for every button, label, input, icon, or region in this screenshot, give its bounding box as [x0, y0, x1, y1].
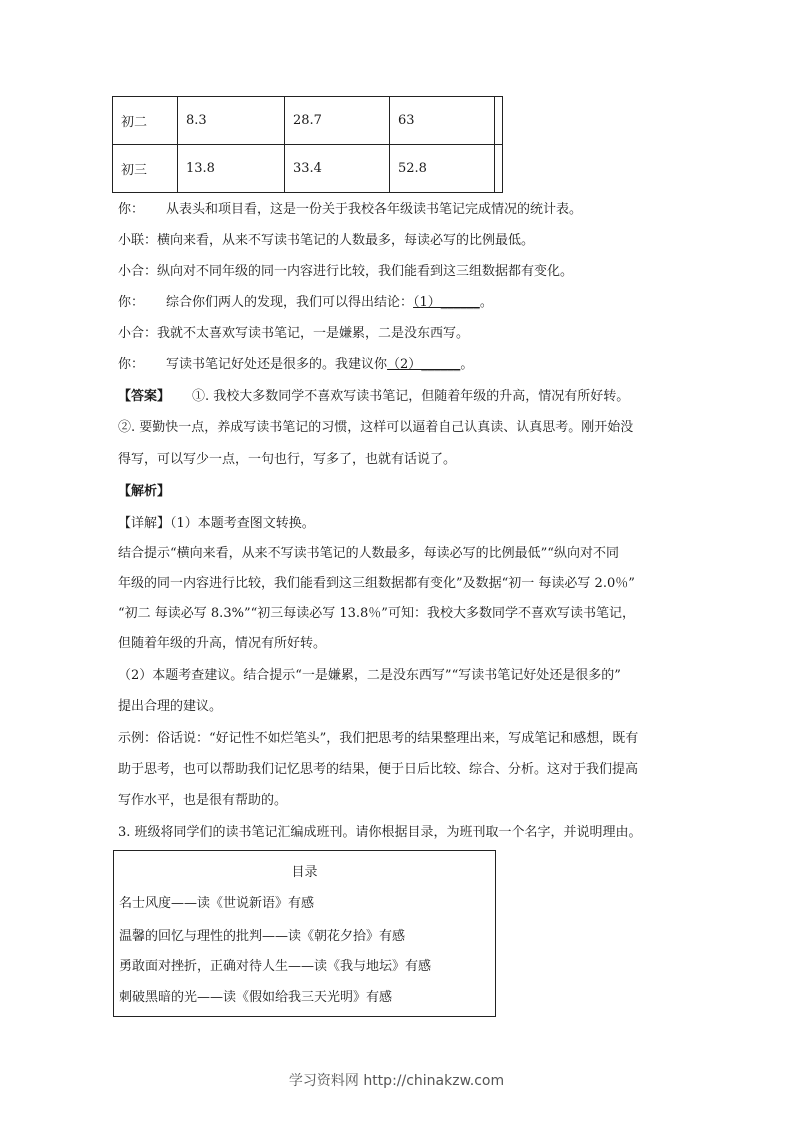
answer-line	[118, 387, 629, 407]
toc-item: 名士风度——读《世说新语》有感	[119, 896, 315, 911]
table-cell: 33.4	[285, 145, 390, 193]
table-cell: 52.8	[390, 145, 495, 193]
punctuation: 。	[479, 295, 493, 310]
footer-watermark: 学习资料网 http://chinakzw.com	[288, 1073, 505, 1089]
speaker: 你：	[118, 202, 145, 217]
analysis-line: 结合提示“横向来看，从来不写读书笔记的人数最多，每读必写的比例最低”“纵向对不同	[118, 546, 619, 561]
speaker: 小合：	[118, 326, 158, 341]
dialogue-line	[118, 293, 493, 313]
table-row	[113, 97, 503, 145]
punctuation: 。	[460, 357, 474, 372]
dialogue-text: 我就不太喜欢写读书笔记，一是嫌累，二是没东西写。	[157, 326, 470, 341]
dialogue-text: 纵向对不同年级的同一内容进行比较，我们能看到这三组数据都有变化。	[157, 264, 574, 279]
dialogue-line	[118, 262, 573, 282]
answer-label: 【答案】	[118, 389, 171, 404]
analysis-line: 写作水平，也是很有帮助的。	[118, 793, 288, 808]
speaker: 你：	[118, 357, 145, 372]
analysis-line: “初二 每读必写 8.3%”“初三每读必写 13.8％”可知：我校大多数同学不喜欢写读书笔记，	[118, 606, 635, 621]
table-cell	[495, 97, 503, 145]
answer-line: ②. 要勤快一点，养成写读书笔记的习惯，这样可以逼着自己认真读、认真思考。刚开始没	[118, 420, 634, 435]
toc-title: 目录	[291, 865, 318, 880]
answer-text: ①. 我校大多数同学不喜欢写读书笔记，但随着年级的升高，情况有所好转。	[192, 389, 630, 404]
table-cell: 13.8	[178, 145, 285, 193]
dialogue-line	[118, 200, 582, 220]
analysis-line: 助于思考，也可以帮助我们记忆思考的结果，便于日后比较、综合、分析。这对于我们提高	[118, 762, 639, 777]
answer-blank-1: （1）______	[413, 295, 480, 310]
analysis-line: 提出合理的建议。	[118, 699, 223, 714]
statistics-table	[112, 96, 503, 193]
speaker: 小合：	[118, 264, 158, 279]
dialogue-text: 写读书笔记好处还是很多的。我建议你	[166, 357, 388, 372]
table-cell	[495, 145, 503, 193]
analysis-line: 年级的同一内容进行比较，我们能看到这三组数据都有变化”及数据“初一 每读必写 2.0％”	[118, 576, 635, 591]
toc-item: 勇敢面对挫折，正确对待人生——读《我与地坛》有感	[119, 959, 432, 974]
answer-line: 得写，可以写少一点，一句也行，写多了，也就有话说了。	[118, 452, 457, 467]
table-row	[113, 145, 503, 193]
dialogue-line	[118, 324, 469, 344]
toc-item: 温馨的回忆与理性的批判——读《朝花夕拾》有感	[119, 929, 406, 944]
analysis-line: 但随着年级的升高，情况有所好转。	[118, 636, 327, 651]
table-of-contents-box	[113, 850, 496, 1017]
table-cell: 初三	[113, 145, 178, 193]
analysis-label: 【解析】	[118, 484, 171, 499]
toc-item: 刺破黑暗的光——读《假如给我三天光明》有感	[119, 990, 393, 1005]
dialogue-text: 从表头和项目看，这是一份关于我校各年级读书笔记完成情况的统计表。	[166, 202, 583, 217]
answer-blank-2: （2）______	[387, 357, 461, 372]
analysis-line: 【详解】（1）本题考查图文转换。	[118, 516, 315, 531]
dialogue-text: 横向来看，从来不写读书笔记的人数最多，每读必写的比例最低。	[157, 233, 535, 248]
dialogue-line	[118, 231, 534, 251]
speaker: 你：	[118, 295, 145, 310]
analysis-line: （2）本题考查建议。结合提示“一是嫌累，二是没东西写”“写读书笔记好处还是很多的”	[118, 668, 621, 683]
dialogue-line	[118, 355, 473, 375]
table-cell: 28.7	[285, 97, 390, 145]
table-cell: 63	[390, 97, 495, 145]
analysis-line: 示例：俗话说：“好记性不如烂笔头”，我们把思考的结果整理出来，写成笔记和感想，既有	[118, 731, 639, 746]
question-3: 3. 班级将同学们的读书笔记汇编成班刊。请你根据目录，为班刊取一个名字，并说明理由。	[118, 825, 642, 840]
table-cell: 8.3	[178, 97, 285, 145]
speaker: 小联：	[118, 233, 158, 248]
table-cell: 初二	[113, 97, 178, 145]
dialogue-text: 综合你们两人的发现，我们可以得出结论：	[166, 295, 414, 310]
